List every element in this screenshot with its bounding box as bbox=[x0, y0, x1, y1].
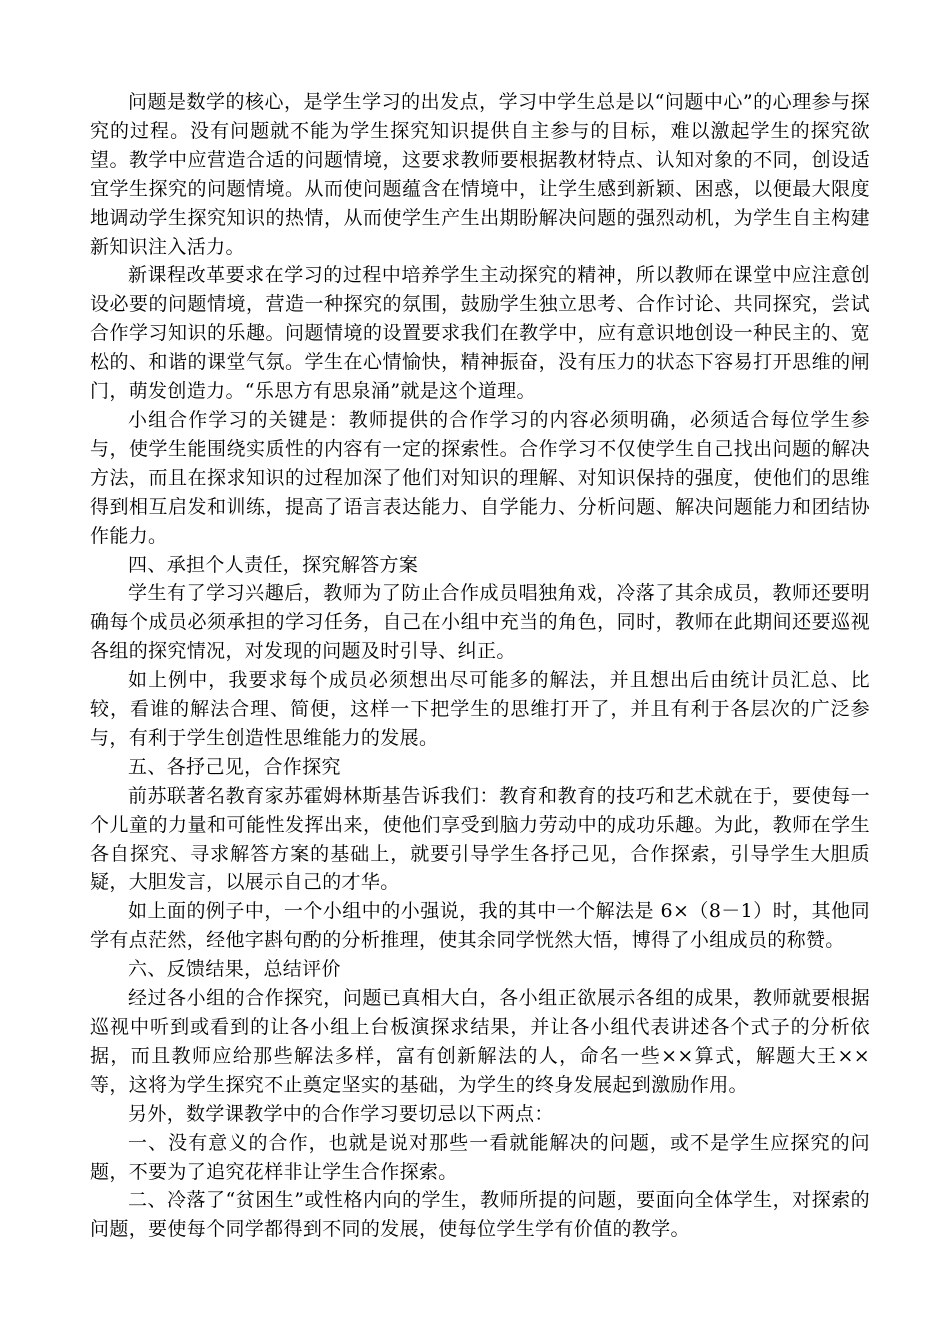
paragraph-group-cooperation: 小组合作学习的关键是：教师提供的合作学习的内容必须明确，必须适合每位学生参与，使学生能围绕实质性的内容有一定的探索性。合作学习不仅使学生自己找出问题的解决方法，而且在探求知识的过程加深了他们对知识的理解、对知识保持的强度，使他们的思维得到相互启发和训练，提高了语言表达能力、自学能力、分析问题、解决问题能力和团结协作能力。 bbox=[90, 408, 870, 547]
document-body bbox=[90, 88, 870, 1244]
paragraph-curriculum-reform: 新课程改革要求在学习的过程中培养学生主动探究的精神，所以教师在课堂中应注意创设必要的问题情境，营造一种探究的氛围，鼓励学生独立思考、合作讨论、共同探究，尝试合作学习知识的乐趣。问题情境的设置要求我们在教学中，应有意识地创设一种民主的、宽松的、和谐的课堂气氛。学生在心情愉快，精神振奋，没有压力的状态下容易打开思维的闸门，萌发创造力。“乐思方有思泉涌”就是这个道理。 bbox=[90, 264, 870, 403]
section-heading-6: 六、反馈结果，总结评价 bbox=[128, 958, 341, 981]
section-heading-5: 五、各抒己见，合作探究 bbox=[128, 755, 341, 778]
paragraph-problem-core: 问题是数学的核心，是学生学习的出发点，学习中学生总是以“问题中心”的心理参与探究的过程。没有问题就不能为学生探究知识提供自主参与的目标，难以激起学生的探究欲望。教学中应营造合适的问题情境，这要求教师要根据教材特点、认知对象的不同，创设适宜学生探究的问题情境。从而使问题蕴含在情境中，让学生感到新颖、困惑，以便最大限度地调动学生探究知识的热情，从而使学生产生出期盼解决问题的强烈动机，为学生自主构建新知识注入活力。 bbox=[90, 91, 870, 258]
paragraph-individual-responsibility: 学生有了学习兴趣后，教师为了防止合作成员唱独角戏，冷落了其余成员，教师还要明确每个成员必须承担的学习任务，自己在小组中充当的角色，同时，教师在此期间还要巡视各组的探究情况，对发现的问题及时引导、纠正。 bbox=[90, 582, 870, 663]
paragraph-example-solutions: 如上例中，我要求每个成员必须想出尽可能多的解法，并且想出后由统计员汇总、比较，看谁的解法合理、简便，这样一下把学生的思维打开了，并且有利于各层次的广泛参与，有利于学生创造性思维能力的发展。 bbox=[90, 669, 870, 749]
paragraph-xiaoqiang-example: 如上面的例子中，一个小组中的小强说，我的其中一个解法是 6×（8－1）时，其他同学有点茫然，经他字斟句酌的分析推理，使其余同学恍然大悟，博得了小组成员的称赞。 bbox=[90, 900, 870, 952]
paragraph-cautions-intro: 另外，数学课教学中的合作学习要切忌以下两点： bbox=[128, 1102, 554, 1125]
paragraph-caution-1: 一、没有意义的合作，也就是说对那些一看就能解决的问题，或不是学生应探究的问题，不要为了追究花样非让学生合作探索。 bbox=[90, 1131, 870, 1183]
paragraph-sukhomlinsky: 前苏联著名教育家苏霍姆林斯基告诉我们：教育和教育的技巧和艺术就在于，要使每一个儿童的力量和可能性发挥出来，使他们享受到脑力劳动中的成功乐趣。为此，教师在学生各自探究、寻求解答方案的基础上，就要引导学生各抒己见，合作探索，引导学生大胆质疑，大胆发言，以展示自己的才华。 bbox=[90, 784, 870, 894]
paragraph-caution-2: 二、冷落了“贫困生”或性格内向的学生，教师所提的问题，要面向全体学生，对探索的问题，要使每个同学都得到不同的发展，使每位学生学有价值的教学。 bbox=[90, 1189, 870, 1241]
section-heading-4: 四、承担个人责任，探究解答方案 bbox=[128, 553, 419, 576]
paragraph-feedback-results: 经过各小组的合作探究，问题已真相大白，各小组正欲展示各组的成果，教师就要根据巡视中听到或看到的让各小组上台板演探求结果，并让各小组代表讲述各个式子的分析依据，而且教师应给那些解法多样，富有创新解法的人，命名一些××算式，解题大王××等，这将为学生探究不止奠定坚实的基础，为学生的终身发展起到激励作用。 bbox=[90, 987, 870, 1096]
